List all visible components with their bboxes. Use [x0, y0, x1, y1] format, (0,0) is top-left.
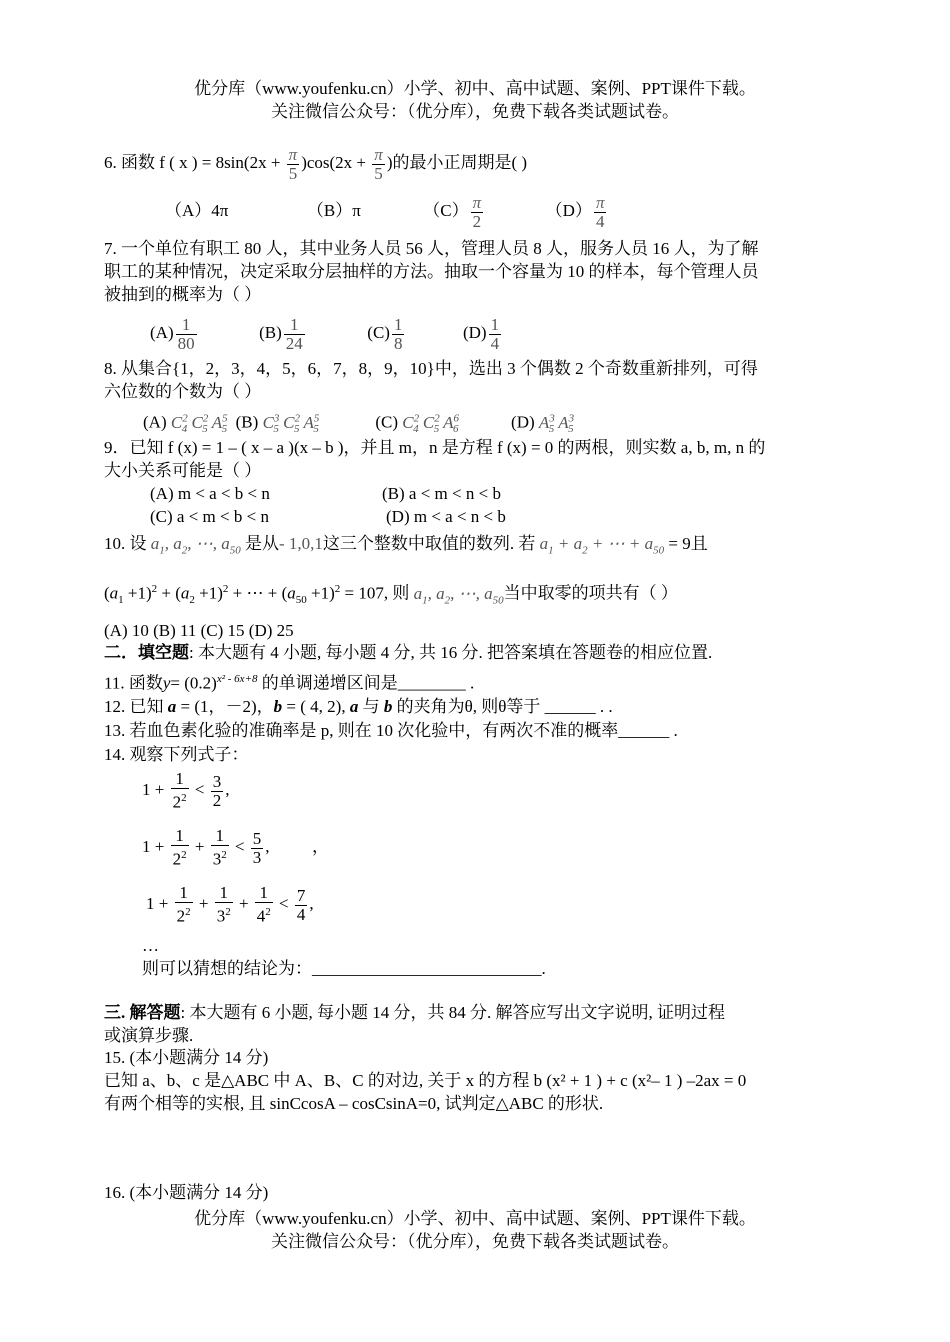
stray-comma: ，: [312, 837, 329, 856]
option-a: （A）4π: [165, 201, 229, 220]
question-9-option-d: (D) m < a < n < b: [386, 507, 506, 526]
question-7-line-1: 7. 一个单位有职工 80 人，其中业务人员 56 人，管理人员 8 人，服务人员 16 人，为了解: [104, 239, 759, 258]
section-3-header: 三. 解答题: 本大题有 6 小题, 每小题 14 分，共 84 分. 解答应写出文字说明, 证明过程: [104, 1003, 725, 1022]
option-c: （C）: [423, 201, 469, 220]
question-10-line-1: 10. 设 $a_1$, $a_2$, ⋯, $a_{50}$ 是从- 1,0,1这三个整数中取值的数列. 若 $a_1 + a_2$ + ⋯ + $a_{50} = 9$且: [104, 534, 708, 557]
question-15-line-2: 有两个相等的实根, 且 sinCcosA – cosCsinA=0, 试判定△ABC 的形状.: [104, 1094, 604, 1113]
question-11: 11. 函数$y= (0.2)^{x^2 - 6x+8}$ 的单调递增区间是________ .: [104, 673, 475, 693]
header-line-1: 优分库（www.youfenku.cn）小学、初中、高中试题、案例、PPT课件下载。: [194, 79, 756, 98]
question-14-row-2: 1 + $\frac{1}{2^2}$ + $\frac{1}{3^2}$ < $\frac{5}{3}$ ,: [142, 826, 270, 869]
option-d: （D）: [545, 201, 592, 220]
question-10-line-2: $(a_1 +1)^2 + (a_2 +1)^2$ + ⋯ + $(a_{50} +1)^2 = 107$, 则 $a_1$, $a_2$, ⋯, $a_{50}$当中取零的项共有（ ）: [104, 583, 678, 607]
footer-line-1: 优分库（www.youfenku.cn）小学、初中、高中试题、案例、PPT课件下载。: [194, 1209, 756, 1228]
section-3-header-line-2: 或演算步骤.: [104, 1026, 194, 1045]
question-9-line-1: 9．已知 f (x) = 1 – ( x – a )(x – b )，并且 m，n 是方程 f (x) = 0 的两根，则实数 a, b, m, n 的: [104, 438, 766, 457]
question-7-line-2: 职工的某种情况，决定采取分层抽样的方法。抽取一个容量为 10 的样本，每个管理人员: [104, 262, 759, 281]
question-10-options: (A) 10 (B) 11 (C) 15 (D) 25: [104, 621, 294, 640]
header-line-2: 关注微信公众号：（优分库），免费下载各类试题试卷。: [271, 102, 679, 121]
option-b: （B）π: [306, 201, 361, 220]
question-16-heading: 16. (本小题满分 14 分): [104, 1183, 269, 1202]
question-9-option-c: (C) a < m < b < n: [150, 507, 269, 526]
question-7-line-3: 被抽到的概率为（ ）: [104, 285, 262, 304]
question-8-line-1: 8. 从集合{1，2，3，4，5，6，7，8，9，10}中，选出 3 个偶数 2 个奇数重新排列，可得: [104, 359, 758, 378]
question-9-option-b: (B) a < m < n < b: [382, 484, 501, 503]
fraction-pi-over-5: $\frac{\pi}{5}$: [374, 144, 383, 183]
fraction-pi-over-5: $\frac{\pi}{5}$: [288, 144, 298, 183]
question-6: 6. 函数 f ( x ) = 8sin(2x + $\frac{\pi}{5}$ )cos(2x + $\frac{\pi}{5}$ )的最小正周期是( ): [104, 144, 528, 183]
question-14-row-1: 1 + $\frac{1}{2^2}$ < $\frac{3}{2}$ ,: [142, 769, 230, 812]
question-14-conclusion: 则可以猜想的结论为：___________________________.: [142, 959, 546, 978]
question-9-line-2: 大小关系可能是（ ）: [104, 461, 262, 480]
question-14-row-3: 1 + $\frac{1}{2^2}$ + $\frac{1}{3^2}$ + $\frac{1}{4^2}$ < $\frac{7}{4}$ ,: [146, 883, 314, 926]
question-9-option-a: (A) m < a < b < n: [150, 484, 270, 503]
question-8-options: (A) $C^2_4$ $C^2_5$ $A^5_5$ (B) $C^3_5$ $C^2_5$ $A^5_5$ (C) $C^2_4$ $C^2_5$ $A^6_6$ (D) $A^3_5$ $A^3_5$: [143, 412, 575, 436]
question-14-title: 14. 观察下列式子：: [104, 745, 249, 764]
question-8-line-2: 六位数的个数为（ ）: [104, 382, 262, 401]
section-2-header: 二．填空题: 本大题有 4 小题, 每小题 4 分, 共 16 分. 把答案填在答题卷的相应位置.: [104, 643, 713, 662]
question-13: 13. 若血色素化验的准确率是 p, 则在 10 次化验中，有两次不准的概率______ .: [104, 721, 678, 740]
question-12: 12. 已知 a = (1，－2)，b = ( 4, 2), a 与 b 的夹角为θ, 则θ等于 ______ . .: [104, 697, 613, 716]
question-15-line-1: 已知 a、b、c 是△ABC 中 A、B、C 的对边, 关于 x 的方程 b (x² + 1 ) + c (x²– 1 ) –2ax = 0: [104, 1071, 747, 1090]
question-6-options: （A）4π （B）π （C） $\frac{\pi}{2}$ （D） $\frac{\pi}{4}$: [165, 192, 605, 231]
footer-line-2: 关注微信公众号：（优分库），免费下载各类试题试卷。: [271, 1232, 679, 1251]
ellipsis: …: [142, 936, 159, 955]
question-7-options: (A) $\frac{1}{80}$ (B) $\frac{1}{24}$ (C) $\frac{1}{8}$ (D) $\frac{1}{4}$: [150, 314, 500, 353]
question-15-heading: 15. (本小题满分 14 分): [104, 1048, 269, 1067]
